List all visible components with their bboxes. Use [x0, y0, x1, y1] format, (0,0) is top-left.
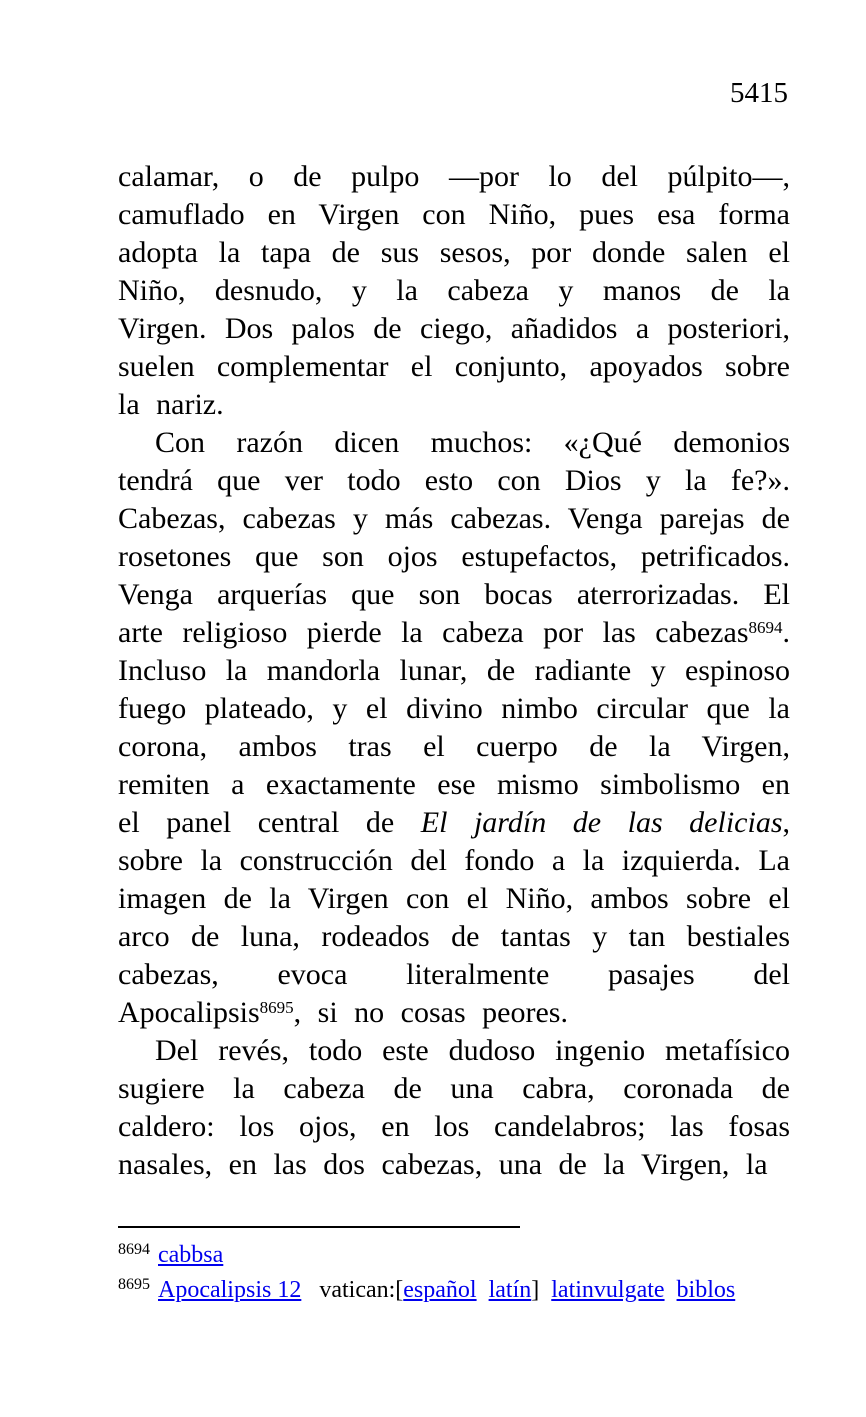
footnote-ref: 8694 — [748, 617, 783, 637]
text-run: . Incluso la mandorla lunar, de radiante y espinoso fuego plateado, y el divino nimbo circular que la corona, ambos tras el cuerpo de la Virgen, remiten a exactamente ese mismo simbolismo en el panel central de — [118, 616, 790, 839]
footnote — [118, 1238, 790, 1273]
footnote-link[interactable]: latinvulgate — [551, 1277, 665, 1303]
footnote-marker: 8694 — [118, 1241, 150, 1258]
body-text — [118, 158, 790, 1184]
text-run: calamar, o de pulpo —por lo del púlpito—, camuflado en Virgen con Niño, pues esa forma adopta la tapa de sus sesos, por donde salen el Niño, desnudo, y la cabeza y manos de la Virgen. Dos palos de ciego, añadidos a posteriori, suelen complementar el conjunto, apoyados sobre la nariz. — [118, 160, 790, 421]
text-run: , si no cosas peores. — [293, 996, 568, 1029]
footnote-link[interactable]: latín — [488, 1277, 532, 1303]
footnote-link[interactable]: biblos — [676, 1277, 736, 1303]
text-run — [477, 1277, 489, 1303]
footnote-link[interactable]: español — [403, 1277, 477, 1303]
text-run: , sobre la construcción del fondo a la izquierda. La imagen de la Virgen con el Niño, ambos sobre el arco de luna, rodeados de tantas y tan bestiales cabezas, evoca literalmente pasajes del Apocalipsis — [118, 806, 790, 1029]
footnote-link[interactable]: Apocalipsis 12 — [158, 1277, 302, 1303]
paragraph — [118, 1032, 790, 1184]
footnote — [118, 1273, 790, 1308]
text-run: ] — [531, 1277, 552, 1303]
footnote-separator — [118, 1226, 520, 1228]
footnotes-section — [118, 1226, 790, 1308]
footnote-link[interactable]: cabbsa — [158, 1242, 224, 1268]
text-run: Del revés, todo este dudoso ingenio metafísico sugiere la cabeza de una cabra, coronada de caldero: los ojos, en los candelabros; las fosas nasales, en las dos cabezas, una de la Virgen, la — [118, 1034, 790, 1181]
text-run: vatican:[ — [301, 1277, 404, 1303]
footnote-ref: 8695 — [259, 997, 294, 1017]
footnote-marker: 8695 — [118, 1276, 150, 1293]
footnote-list — [118, 1238, 790, 1308]
page-number: 5415 — [730, 77, 788, 109]
text-run — [665, 1277, 677, 1303]
text-run: Con razón dicen muchos: «¿Qué demonios tendrá que ver todo esto con Dios y la fe?». Cabezas, cabezas y más cabezas. Venga parejas de rosetones que son ojos estupefactos, petrificados. Venga arquerías que son bocas aterrorizadas. El arte religioso pierde la cabeza por las cabezas — [118, 426, 790, 649]
paragraph — [118, 158, 790, 424]
text-run: El jardín de las delicias — [420, 806, 783, 839]
paragraph — [118, 424, 790, 1032]
